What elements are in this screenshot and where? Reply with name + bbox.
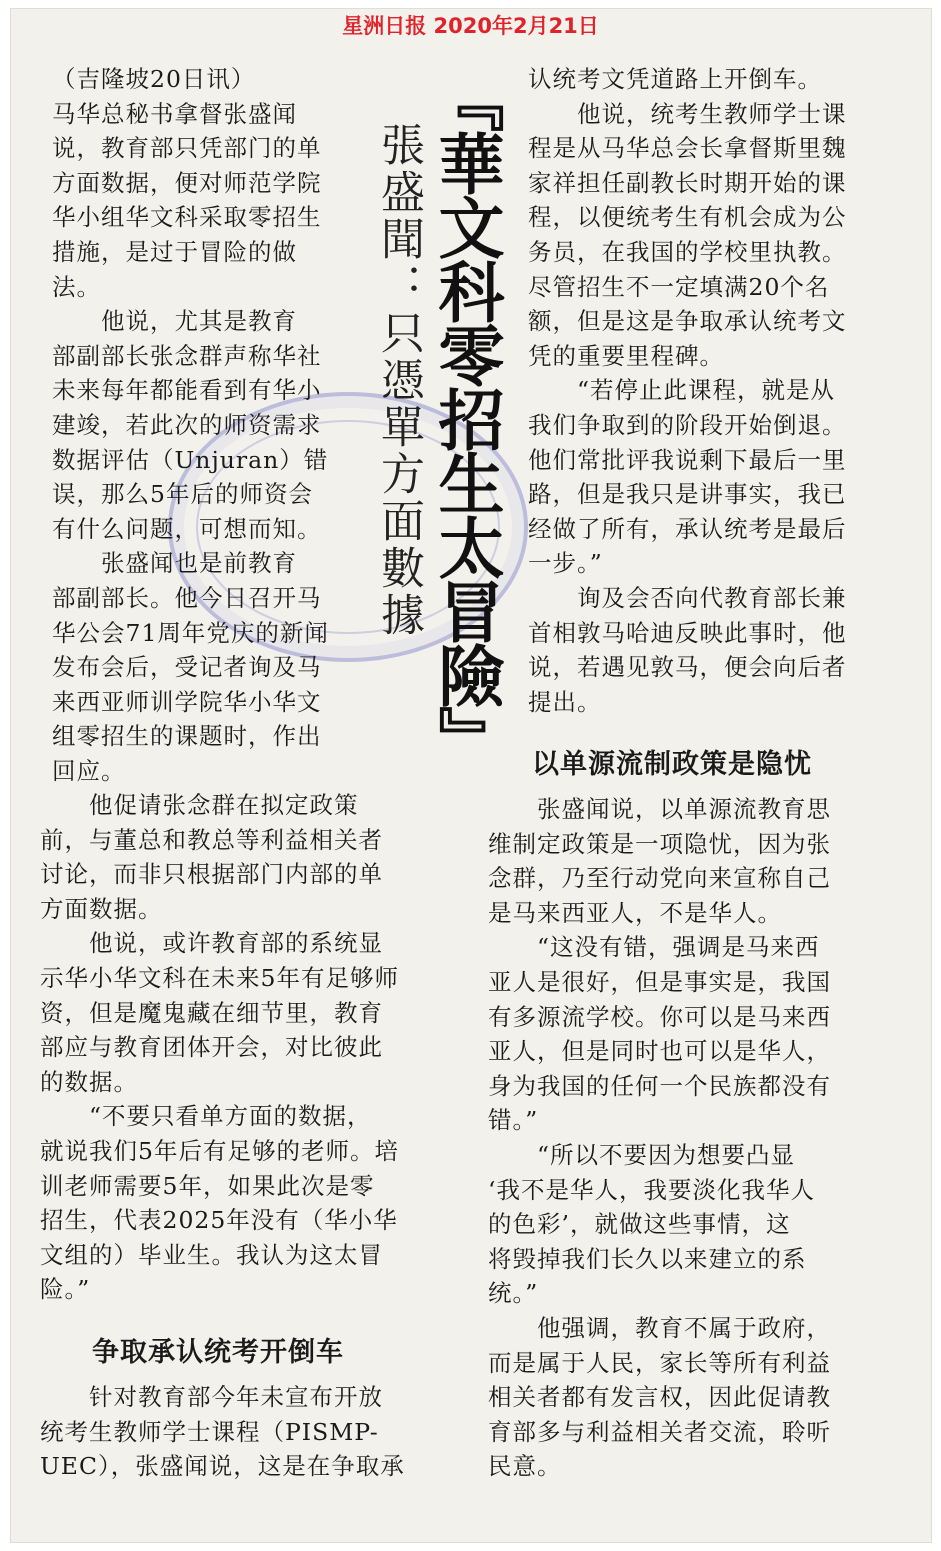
- text-line: 统考生教师学士课程（PISMP-: [40, 1417, 379, 1446]
- text-line: 发布会后，受记者询及马: [52, 653, 322, 682]
- text-line: “这没有错，强调是马来西: [488, 933, 820, 962]
- text-line: 他们常批评我说剩下最后一里: [528, 445, 847, 474]
- text-line: 他说，尤其是教育: [52, 307, 297, 336]
- text-line: 而是属于人民，家长等所有利益: [488, 1348, 831, 1377]
- text-line: 凭的重要里程碑。: [528, 341, 724, 370]
- text-line: 华小组华文科采取零招生: [52, 203, 322, 232]
- text-line: 额，但是这是争取承认统考文: [528, 307, 847, 336]
- column-2-body: [40, 788, 460, 1307]
- text-line: 误，那么5年后的师资会: [52, 480, 313, 509]
- text-line: 育部多与利益相关者交流，聆听: [488, 1417, 831, 1446]
- text-line: 统。”: [488, 1279, 539, 1308]
- text-line: 询及会否向代教育部长兼: [528, 583, 847, 612]
- text-line: 经做了所有，承认统考是最后: [528, 514, 847, 543]
- column-4: [488, 792, 898, 1484]
- column-2-tail: [40, 1380, 405, 1484]
- text-line: 张盛闻也是前教育: [52, 549, 297, 578]
- text-line: 程是从马华总会长拿督斯里魏: [528, 134, 847, 163]
- text-line: 部副部长张念群声称华社: [52, 341, 322, 370]
- text-line: 资，但是魔鬼藏在细节里，教育: [40, 998, 383, 1027]
- text-line: 示华小华文科在未来5年有足够师: [40, 963, 399, 992]
- text-line: 组零招生的课题时，作出: [52, 722, 322, 751]
- text-line: 前，与董总和教总等利益相关者: [40, 825, 383, 854]
- text-line: 首相敦马哈迪反映此事时，他: [528, 618, 847, 647]
- text-line: 说，教育部只凭部门的单: [52, 134, 322, 163]
- text-line: 一步。”: [528, 549, 603, 578]
- text-line: 部应与教育团体开会，对比彼此: [40, 1033, 383, 1062]
- text-line: 措施，是过于冒险的做: [52, 237, 297, 266]
- text-line: 将毁掉我们长久以来建立的系: [488, 1244, 807, 1273]
- text-line: UEC），张盛闻说，这是在争取承: [40, 1452, 405, 1481]
- column-3: [528, 62, 898, 719]
- text-line: 部副部长。他今日召开马: [52, 583, 322, 612]
- text-line: 维制定政策是一项隐忧，因为张: [488, 829, 831, 858]
- text-line: “若停止此课程，就是从: [528, 376, 836, 405]
- column-2: [40, 788, 460, 1307]
- text-line: 程，以便统考生有机会成为公: [528, 203, 847, 232]
- text-line: 相关者都有发言权，因此促请教: [488, 1383, 831, 1412]
- subheadline: 張盛聞：只憑單方面數據: [373, 122, 424, 639]
- source-line: 星洲日报 2020年2月21日: [342, 14, 599, 38]
- headline: 『華文科零招生太冒險』: [427, 66, 504, 770]
- text-line: 方面数据。: [40, 894, 163, 923]
- text-line: “不要只看单方面的数据，: [40, 1102, 372, 1131]
- text-line: 回应。: [52, 756, 126, 785]
- text-line: 说，若遇见敦马，便会向后者: [528, 653, 847, 682]
- text-line: 方面数据，便对师范学院: [52, 168, 322, 197]
- text-line: 张盛闻说，以单源流教育思: [488, 795, 831, 823]
- text-line: 亚人是很好，但是事实是，我国: [488, 967, 831, 996]
- text-line: 他说，统考生教师学士课: [528, 99, 847, 128]
- text-line: 数据评估（Unjuran）错: [52, 445, 329, 474]
- text-line: 是马来西亚人，不是华人。: [488, 898, 782, 927]
- text-line: 训老师需要5年，如果此次是零: [40, 1171, 375, 1200]
- text-line: “所以不要因为想要凸显: [488, 1140, 796, 1169]
- text-line: 马华总秘书拿督张盛闻: [52, 99, 297, 128]
- text-line: 我们争取到的阶段开始倒退。: [528, 410, 847, 439]
- text-line: 法。: [52, 272, 101, 301]
- text-line: 身为我国的任何一个民族都没有: [488, 1071, 831, 1100]
- text-line: 错。”: [488, 1106, 539, 1135]
- text-line: 的色彩’，就做这些事情，这: [488, 1210, 791, 1239]
- text-line: 亚人，但是同时也可以是华人，: [488, 1037, 831, 1066]
- text-line: 未来每年都能看到有华小: [52, 376, 322, 405]
- text-line: 他促请张念群在拟定政策: [40, 791, 359, 819]
- text-line: 华公会71周年党庆的新闻: [52, 618, 329, 647]
- text-line: 针对教育部今年未宣布开放: [40, 1383, 383, 1411]
- text-line: 有什么问题，可想而知。: [52, 514, 322, 543]
- text-line: 建竣，若此次的师资需求: [52, 410, 322, 439]
- text-line: 险。”: [40, 1275, 91, 1304]
- text-line: 他强调，教育不属于政府，: [488, 1313, 831, 1342]
- text-line: 尽管招生不一定填满20个名: [528, 272, 830, 301]
- column-1: [52, 62, 352, 788]
- text-line: （吉隆坡20日讯）: [52, 65, 256, 93]
- text-line: 有多源流学校。你可以是马来西: [488, 1002, 831, 1031]
- text-line: 的数据。: [40, 1067, 138, 1096]
- text-line: 来西亚师训学院华小华文: [52, 687, 322, 716]
- text-line: 家祥担任副教长时期开始的课: [528, 168, 847, 197]
- text-line: 认统考文凭道路上开倒车。: [528, 65, 822, 93]
- text-line: 招生，代表2025年没有（华小华: [40, 1206, 398, 1235]
- text-line: 路，但是我只是讲事实，我已: [528, 480, 847, 509]
- text-line: 提出。: [528, 687, 602, 716]
- text-line: 他说，或许教育部的系统显: [40, 929, 383, 958]
- text-line: ‘我不是华人，我要淡化我华人: [488, 1175, 815, 1204]
- text-line: 念群，乃至行动党向来宣称自己: [488, 864, 831, 893]
- text-line: 民意。: [488, 1452, 562, 1481]
- text-line: 务员，在我国的学校里执教。: [528, 237, 847, 266]
- subhead-single-stream: 以单源流制政策是隐忧: [532, 749, 812, 780]
- subhead-uec: 争取承认统考开倒车: [92, 1337, 344, 1368]
- text-line: 文组的）毕业生。我认为这太冒: [40, 1240, 383, 1269]
- text-line: 就说我们5年后有足够的老师。培: [40, 1136, 399, 1165]
- text-line: 讨论，而非只根据部门内部的单: [40, 860, 383, 889]
